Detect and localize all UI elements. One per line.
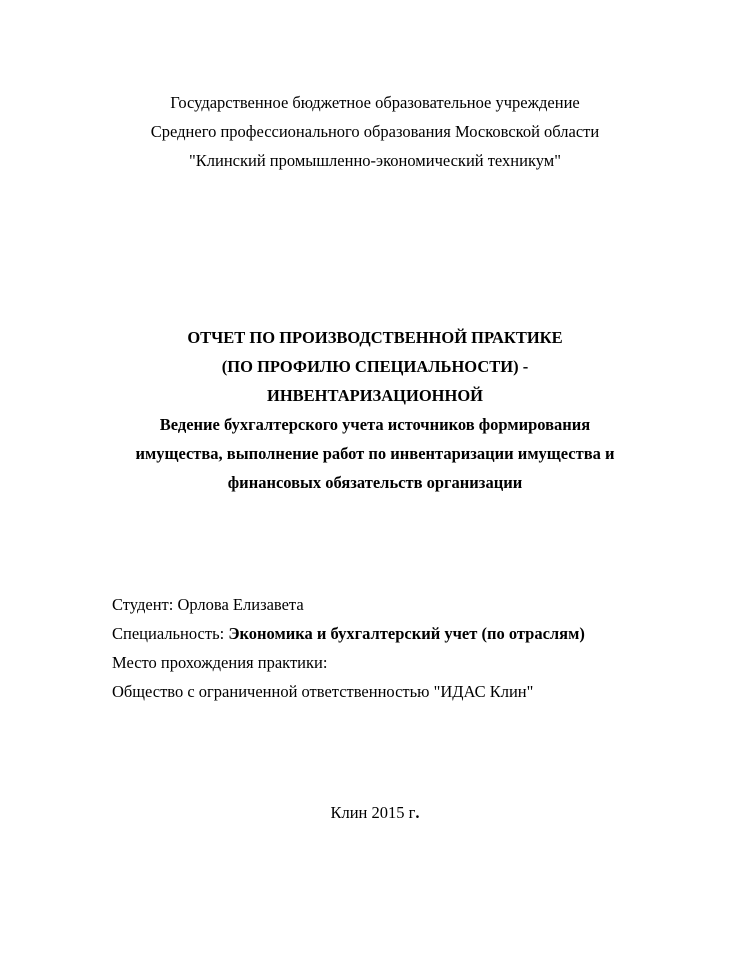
student-label: Студент: bbox=[112, 595, 178, 614]
title-line-3: ИНВЕНТАРИЗАЦИОННОЙ bbox=[267, 386, 483, 405]
city-year-text: Клин 2015 г bbox=[330, 803, 416, 822]
title-line-1: ОТЧЕТ ПО ПРОИЗВОДСТВЕННОЙ ПРАКТИКЕ bbox=[187, 328, 563, 347]
specialty-value: Экономика и бухгалтерский учет (по отраслям) bbox=[228, 624, 585, 643]
city-year bbox=[0, 798, 750, 827]
header-line-2: Среднего профессионального образования Московской области bbox=[150, 122, 600, 141]
title-line-2: (ПО ПРОФИЛЮ СПЕЦИАЛЬНОСТИ) - bbox=[221, 357, 529, 376]
student-name: Орлова Елизавета bbox=[177, 595, 304, 614]
header-line-3: "Клинский промышленно-экономический техникум" bbox=[189, 151, 561, 170]
header-line-1: Государственное бюджетное образовательное учреждение bbox=[170, 93, 580, 112]
subtitle-line-3: финансовых обязательств организации bbox=[227, 473, 523, 492]
student-info bbox=[112, 590, 712, 706]
city-year-dot: . bbox=[415, 803, 420, 822]
place-label: Место прохождения практики: bbox=[112, 653, 328, 672]
report-title bbox=[60, 323, 690, 497]
student-row bbox=[112, 590, 712, 619]
subtitle-line-2: имущества, выполнение работ по инвентаризации имущества и bbox=[135, 444, 615, 463]
specialty-label: Специальность: bbox=[112, 624, 229, 643]
place-value: Общество с ограниченной ответственностью "ИДАС Клин" bbox=[112, 682, 534, 701]
institution-header bbox=[0, 88, 750, 175]
specialty-row bbox=[112, 619, 712, 648]
subtitle-line-1: Ведение бухгалтерского учета источников формирования bbox=[159, 415, 591, 434]
